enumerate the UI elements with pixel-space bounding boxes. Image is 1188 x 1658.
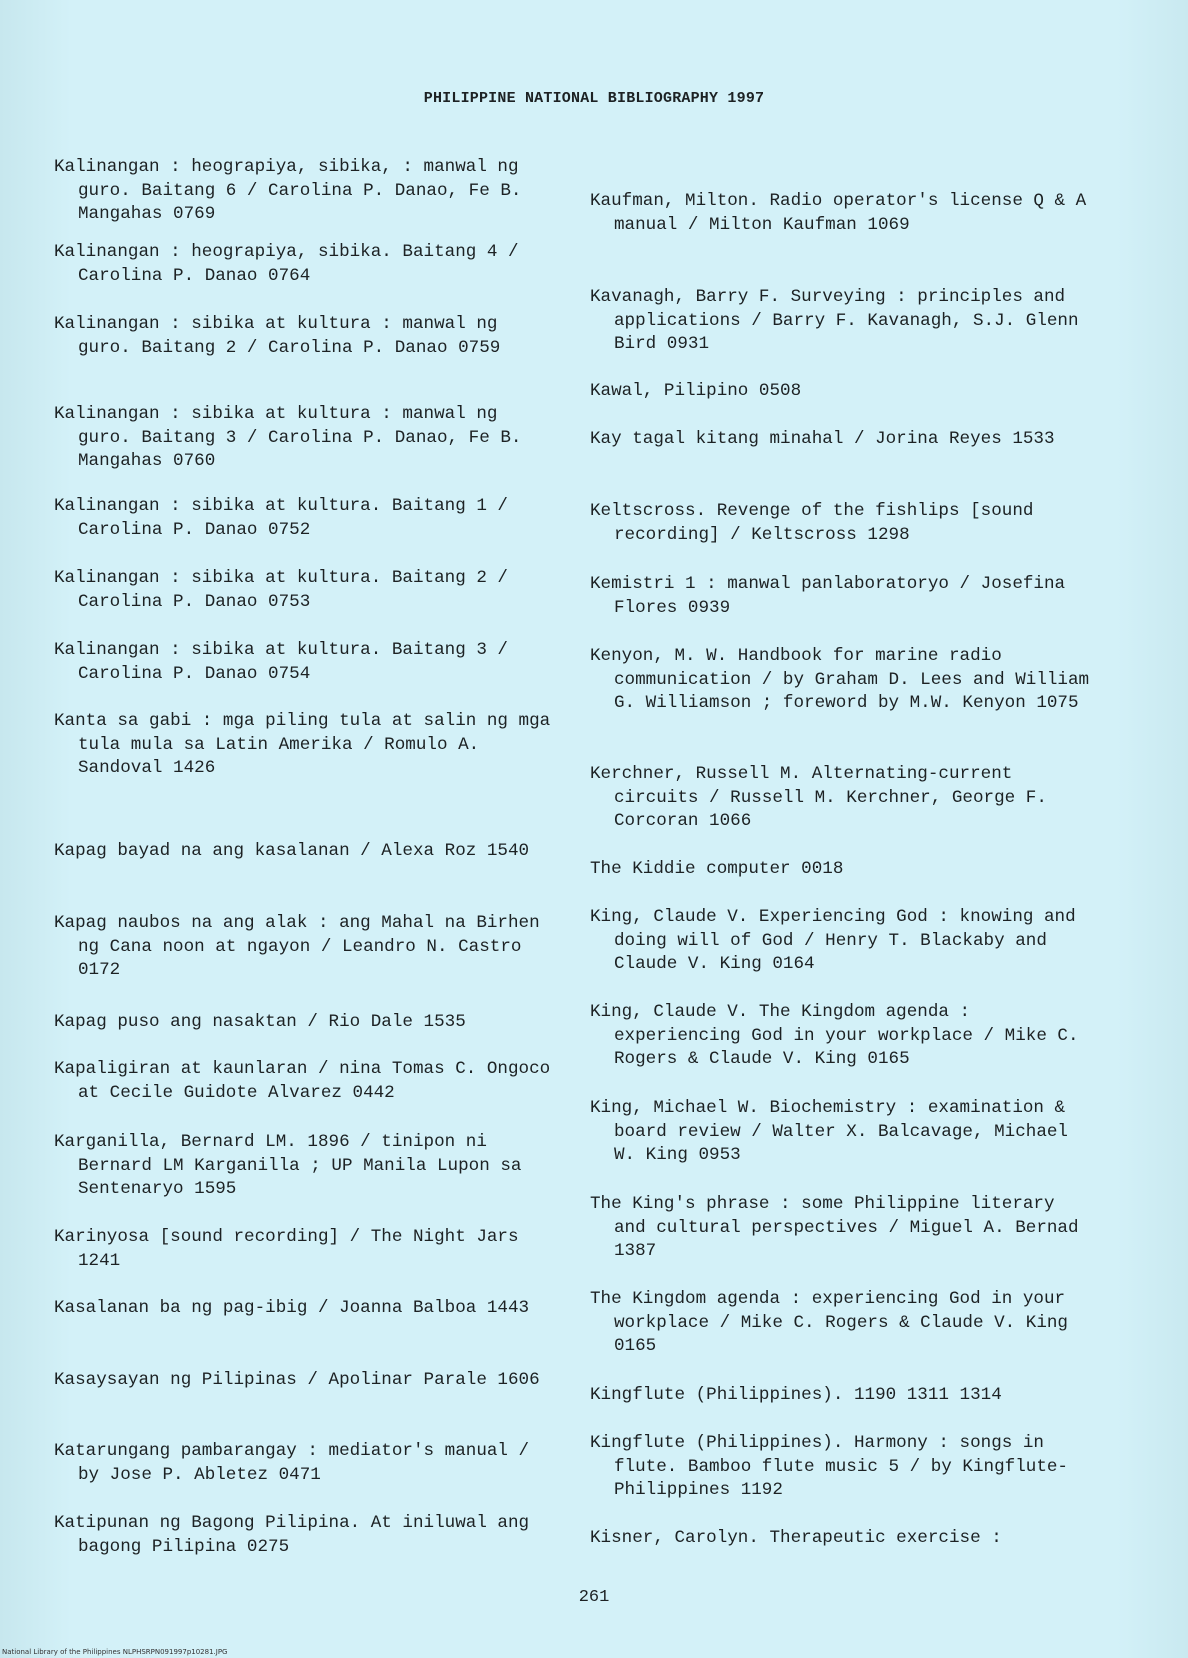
bibliography-entry: Kavanagh, Barry F. Surveying : principles and applications / Barry F. Kavanagh, S.J. Glenn Bird 0931: [590, 287, 1079, 355]
bibliography-entry: King, Claude V. Experiencing God : knowing and doing will of God / Henry T. Blackaby and Claude V. King 0164: [590, 907, 1076, 975]
bibliography-entry: Kalinangan : sibika at kultura. Baitang 1 / Carolina P. Danao 0752: [54, 496, 508, 540]
bibliography-entry: The King's phrase : some Philippine literary and cultural perspectives / Miguel A. Bernad 1387: [590, 1194, 1079, 1262]
bibliography-entry: Kasaysayan ng Pilipinas / Apolinar Parale 1606: [54, 1370, 540, 1390]
bibliography-entry: Kingflute (Philippines). Harmony : songs in flute. Bamboo flute music 5 / by Kingflute-Philippines 1192: [590, 1433, 1068, 1501]
bibliography-entry: Karganilla, Bernard LM. 1896 / tinipon ni Bernard LM Karganilla ; UP Manila Lupon sa Sentenaryo 1595: [54, 1132, 522, 1200]
bibliography-entry: Kapaligiran at kaunlaran / nina Tomas C. Ongoco at Cecile Guidote Alvarez 0442: [54, 1059, 551, 1103]
page-number: 261: [578, 1588, 610, 1607]
scan-footer: National Library of the Philippines NLPHSRPN091997p10281.JPG: [2, 1648, 228, 1656]
bibliography-entry: King, Michael W. Biochemistry : examination & board review / Walter X. Balcavage, Michael W. King 0953: [590, 1098, 1068, 1166]
bibliography-entry: Kapag bayad na ang kasalanan / Alexa Roz 1540: [54, 841, 530, 861]
bibliography-entry: The Kingdom agenda : experiencing God in your workplace / Mike C. Rogers & Claude V. King 0165: [590, 1289, 1068, 1357]
bibliography-entry: Kalinangan : heograpiya, sibika. Baitang 4 / Carolina P. Danao 0764: [54, 242, 519, 286]
page-title: PHILIPPINE NATIONAL BIBLIOGRAPHY 1997: [423, 90, 765, 107]
bibliography-entry: Kalinangan : sibika at kultura. Baitang 3 / Carolina P. Danao 0754: [54, 640, 508, 684]
bibliography-entry: Kapag puso ang nasaktan / Rio Dale 1535: [54, 1012, 466, 1032]
bibliography-entry: Kisner, Carolyn. Therapeutic exercise :: [590, 1528, 1002, 1548]
bibliography-entry: Kaufman, Milton. Radio operator's license Q & A manual / Milton Kaufman 1069: [590, 191, 1087, 235]
bibliography-entry: Kapag naubos na ang alak : ang Mahal na Birhen ng Cana noon at ngayon / Leandro N. Castro 0172: [54, 913, 540, 981]
bibliography-entry: Kenyon, M. W. Handbook for marine radio communication / by Graham D. Lees and William G. Williamson ; foreword by M.W. Kenyon 1075: [590, 646, 1090, 714]
bibliography-entry: Keltscross. Revenge of the fishlips [sound recording] / Keltscross 1298: [590, 501, 1034, 545]
bibliography-entry: The Kiddie computer 0018: [590, 859, 844, 879]
bibliography-entry: Karinyosa [sound recording] / The Night Jars 1241: [54, 1227, 519, 1271]
bibliography-entry: Katipunan ng Bagong Pilipina. At iniluwal ang bagong Pilipina 0275: [54, 1513, 530, 1557]
bibliography-entry: Kalinangan : sibika at kultura : manwal ng guro. Baitang 2 / Carolina P. Danao 0759: [54, 314, 501, 358]
bibliography-entry: Kingflute (Philippines). 1190 1311 1314: [590, 1385, 1002, 1405]
bibliography-entry: Kasalanan ba ng pag-ibig / Joanna Balboa 1443: [54, 1298, 530, 1318]
bibliography-entry: Kanta sa gabi : mga piling tula at salin ng mga tula mula sa Latin Amerika / Romulo A. Sandoval 1426: [54, 711, 551, 779]
bibliography-entry: Kalinangan : sibika at kultura. Baitang 2 / Carolina P. Danao 0753: [54, 568, 508, 612]
bibliography-entry: King, Claude V. The Kingdom agenda : experiencing God in your workplace / Mike C. Rogers & Claude V. King 0165: [590, 1002, 1079, 1070]
bibliography-entry: Kerchner, Russell M. Alternating-current circuits / Russell M. Kerchner, George F. Corcoran 1066: [590, 764, 1047, 832]
bibliography-entry: Kawal, Pilipino 0508: [590, 381, 802, 401]
bibliography-entry: Katarungang pambarangay : mediator's manual / by Jose P. Abletez 0471: [54, 1441, 530, 1485]
bibliography-entry: Kemistri 1 : manwal panlaboratoryo / Josefina Flores 0939: [590, 574, 1066, 618]
bibliography-entry: Kay tagal kitang minahal / Jorina Reyes 1533: [590, 429, 1055, 449]
bibliography-entry: Kalinangan : sibika at kultura : manwal ng guro. Baitang 3 / Carolina P. Danao, Fe B. Mangahas 0760: [54, 404, 522, 472]
bibliography-entry: Kalinangan : heograpiya, sibika, : manwal ng guro. Baitang 6 / Carolina P. Danao, Fe B. Mangahas 0769: [54, 157, 522, 225]
